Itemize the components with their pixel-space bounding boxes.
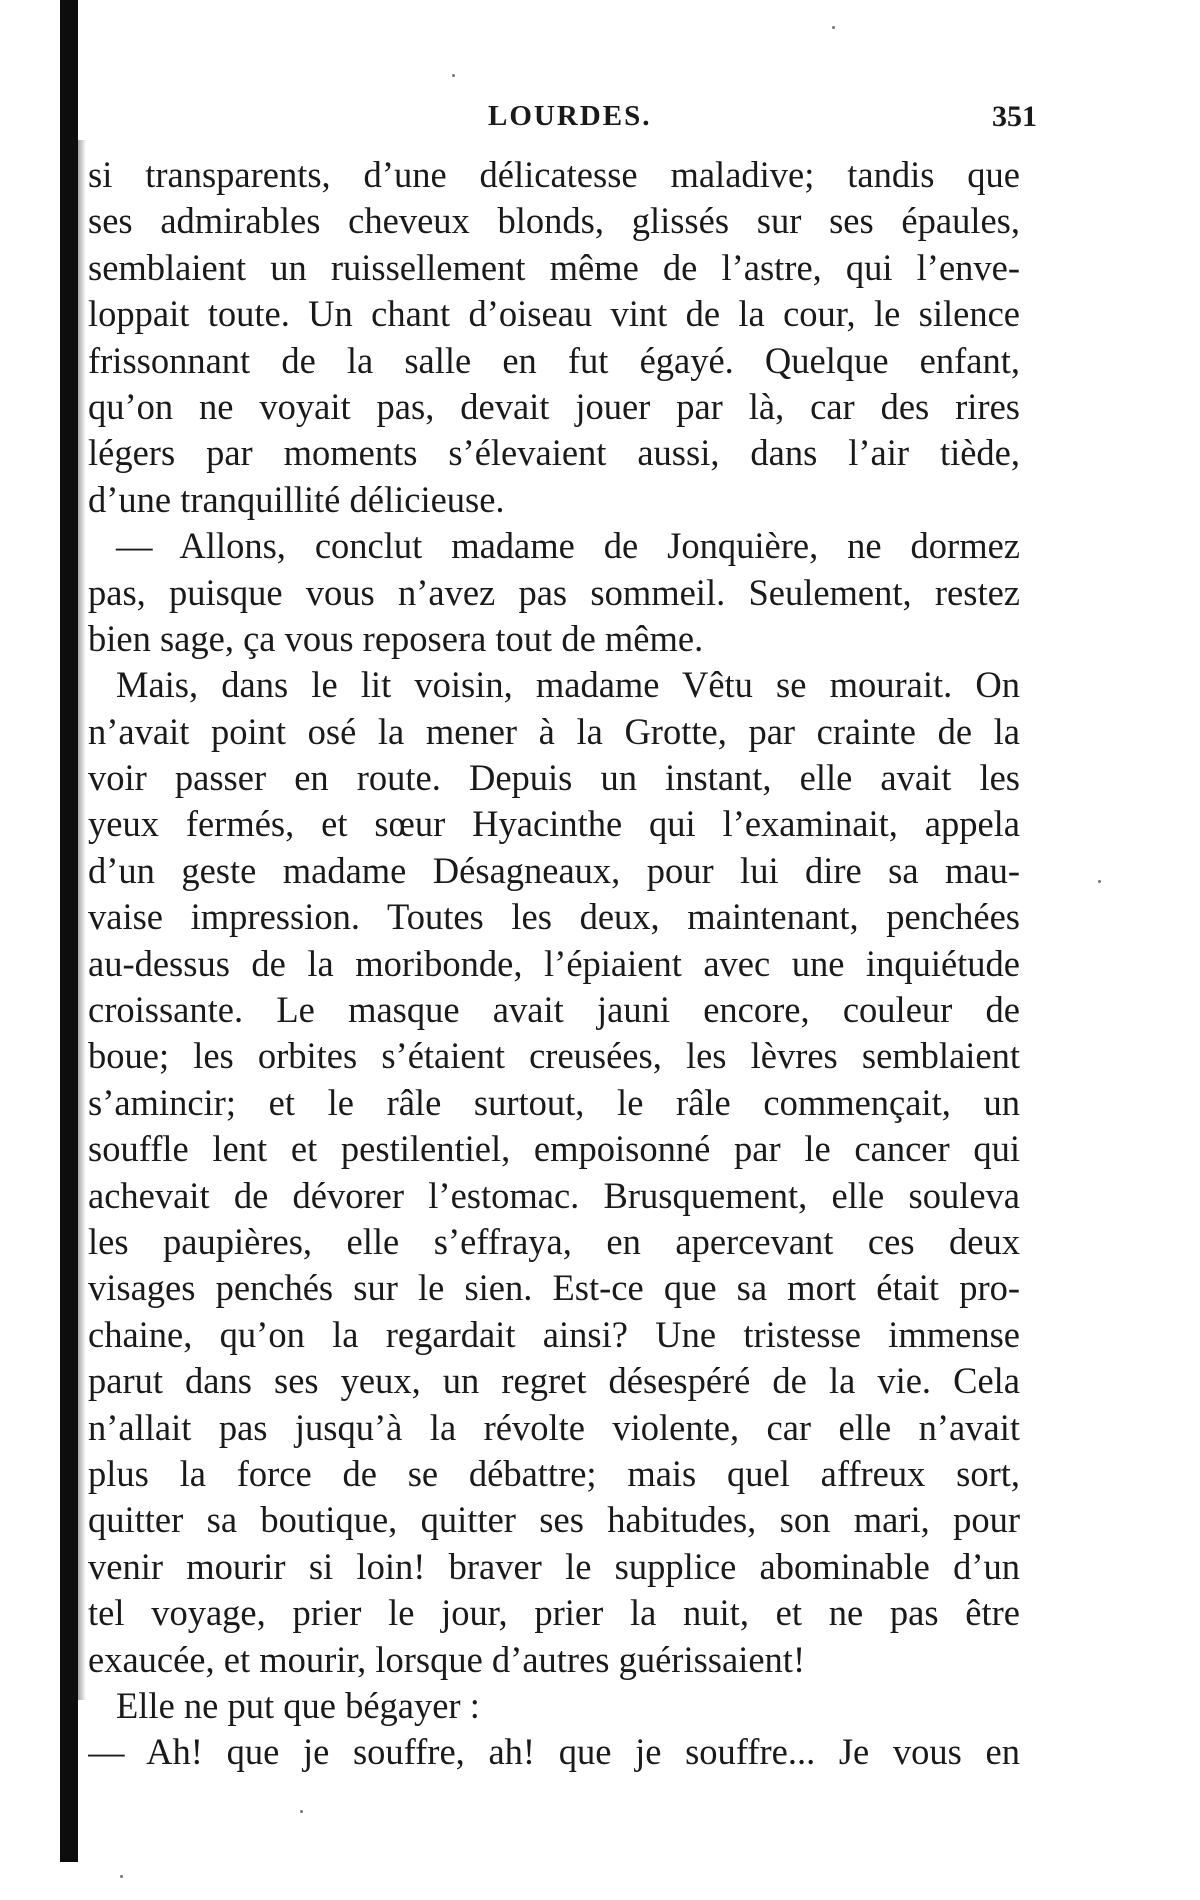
text-line: venir mourir si loin! braver le supplice abominable d’un bbox=[88, 1545, 1020, 1587]
book-binding-edge bbox=[60, 0, 78, 1862]
text-line: semblaient un ruissellement même de l’astre, qui l’enve- bbox=[88, 246, 1020, 288]
text-line: loppait toute. Un chant d’oiseau vint de la cour, le silence bbox=[88, 293, 1020, 335]
running-header bbox=[0, 96, 1200, 136]
text-line: plus la force de se débattre; mais quel affreux sort, bbox=[88, 1452, 1020, 1494]
running-title: LOURDES. bbox=[488, 100, 652, 132]
text-line: frissonnant de la salle en fut égayé. Quelque enfant, bbox=[88, 339, 1020, 381]
text-line: chaine, qu’on la regardait ainsi? Une tristesse immense bbox=[88, 1313, 1020, 1355]
text-line: n’allait pas jusqu’à la révolte violente, car elle n’avait bbox=[88, 1406, 1020, 1448]
text-line: yeux fermés, et sœur Hyacinthe qui l’examinait, appela bbox=[88, 803, 1020, 845]
text-line: exaucée, et mourir, lorsque d’autres guérissaient! bbox=[88, 1638, 806, 1680]
text-line: ses admirables cheveux blonds, glissés sur ses épaules, bbox=[88, 200, 1020, 242]
text-line: vaise impression. Toutes les deux, maintenant, penchées bbox=[88, 896, 1020, 938]
text-line: — Ah! que je souffre, ah! que je souffre... Je vous en bbox=[88, 1731, 1020, 1773]
text-line: voir passer en route. Depuis un instant, elle avait les bbox=[88, 757, 1020, 799]
text-line: achevait de dévorer l’estomac. Brusquement, elle souleva bbox=[88, 1174, 1020, 1216]
text-line: souffle lent et pestilentiel, empoisonné par le cancer qui bbox=[88, 1128, 1020, 1170]
text-line: les paupières, elle s’effraya, en apercevant ces deux bbox=[88, 1220, 1020, 1262]
page-text bbox=[88, 152, 1020, 1776]
text-line: — Allons, conclut madame de Jonquière, ne dormez bbox=[116, 525, 1020, 567]
text-line: si transparents, d’une délicatesse maladive; tandis que bbox=[88, 154, 1020, 195]
page-number: 351 bbox=[992, 100, 1037, 133]
text-line: parut dans ses yeux, un regret désespéré de la vie. Cela bbox=[88, 1360, 1020, 1402]
text-line: s’amincir; et le râle surtout, le râle commençait, un bbox=[88, 1081, 1020, 1123]
text-line: légers par moments s’élevaient aussi, dans l’air tiède, bbox=[88, 432, 1020, 474]
text-line: Elle ne put que bégayer : bbox=[116, 1684, 480, 1726]
text-line: d’une tranquillité délicieuse. bbox=[88, 478, 505, 520]
text-line: tel voyage, prier le jour, prier la nuit, et ne pas être bbox=[88, 1592, 1020, 1634]
text-line: qu’on ne voyait pas, devait jouer par là, car des rires bbox=[88, 385, 1020, 427]
text-line: pas, puisque vous n’avez pas sommeil. Seulement, restez bbox=[88, 571, 1020, 613]
text-line: boue; les orbites s’étaient creusées, les lèvres semblaient bbox=[88, 1035, 1020, 1077]
text-line: Mais, dans le lit voisin, madame Vêtu se mourait. On bbox=[116, 664, 1020, 706]
text-line: au-dessus de la moribonde, l’épiaient avec une inquiétude bbox=[88, 942, 1020, 984]
text-line: croissante. Le masque avait jauni encore, couleur de bbox=[88, 989, 1020, 1031]
text-line: n’avait point osé la mener à la Grotte, par crainte de la bbox=[88, 710, 1020, 752]
text-line: bien sage, ça vous reposera tout de même. bbox=[88, 617, 704, 659]
text-line: d’un geste madame Désagneaux, pour lui dire sa mau- bbox=[88, 849, 1020, 891]
text-line: quitter sa boutique, quitter ses habitudes, son mari, pour bbox=[88, 1499, 1020, 1541]
text-line: visages penchés sur le sien. Est-ce que sa mort était pro- bbox=[88, 1267, 1020, 1309]
